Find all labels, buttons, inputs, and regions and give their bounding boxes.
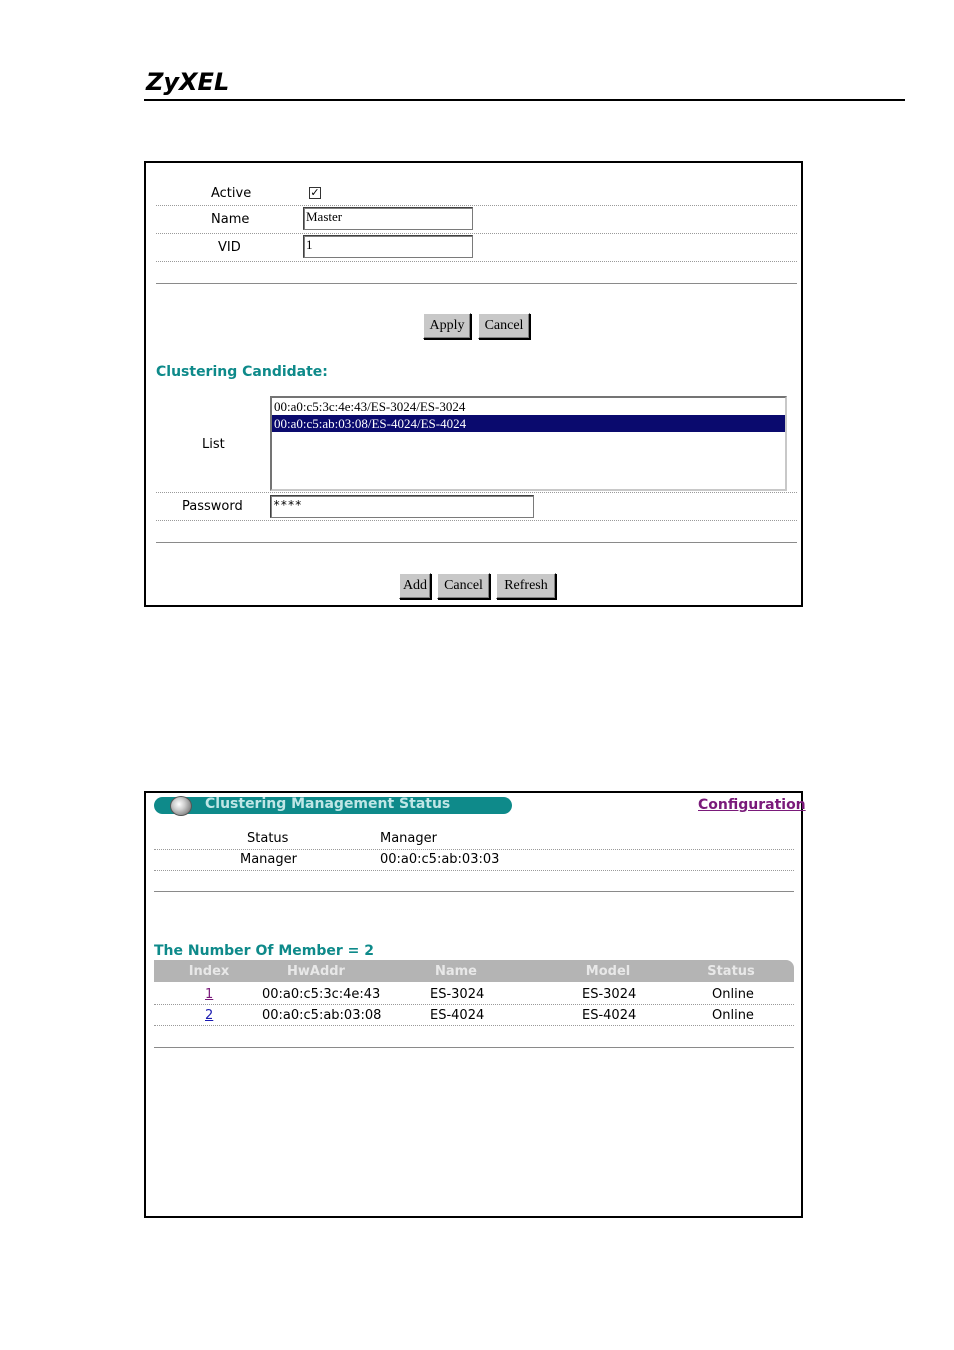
section-divider (156, 542, 797, 543)
cluster-config-panel (144, 161, 803, 607)
refresh-button[interactable]: Refresh (496, 573, 556, 599)
member-model: ES-4024 (582, 1008, 637, 1023)
cancel-button[interactable]: Cancel (478, 313, 530, 339)
status-label: Status (247, 831, 289, 846)
member-status: Online (712, 1008, 754, 1023)
member-status: Online (712, 987, 754, 1002)
list-label: List (202, 437, 225, 452)
member-hwaddr: 00:a0:c5:ab:03:08 (262, 1008, 382, 1023)
column-header-status: Status (707, 964, 755, 979)
row-divider (156, 520, 797, 521)
row-divider (156, 205, 797, 206)
header-divider (144, 99, 905, 101)
row-divider (154, 1004, 794, 1005)
member-name: ES-4024 (430, 1008, 485, 1023)
candidate-cancel-button[interactable]: Cancel (437, 573, 490, 599)
member-index-link[interactable]: 2 (205, 1008, 214, 1023)
column-header-hwaddr: HwAddr (287, 964, 345, 979)
globe-icon (170, 796, 192, 816)
password-field[interactable]: **** (270, 495, 534, 518)
section-divider (156, 283, 797, 284)
candidate-listbox[interactable] (270, 396, 787, 491)
status-title: Clustering Management Status (205, 796, 451, 812)
candidates-title: Clustering Candidate: (156, 364, 328, 380)
row-divider (154, 849, 794, 850)
row-divider (154, 1025, 794, 1026)
column-header-name: Name (434, 964, 477, 979)
row-divider (156, 233, 797, 234)
section-divider (154, 891, 794, 892)
configuration-link[interactable]: Configuration (698, 797, 806, 813)
manager-label: Manager (240, 852, 297, 867)
member-count-title: The Number Of Member = 2 (154, 943, 374, 959)
apply-button[interactable]: Apply (423, 313, 471, 339)
member-name: ES-3024 (430, 987, 485, 1002)
column-header-model: Model (585, 964, 631, 979)
active-checkbox[interactable]: ✓ (310, 186, 320, 199)
password-label: Password (182, 499, 243, 514)
candidate-option[interactable]: 00:a0:c5:3c:4e:43/ES-3024/ES-3024 (274, 399, 466, 414)
name-field[interactable]: Master (303, 207, 473, 230)
candidate-option-selected[interactable]: 00:a0:c5:ab:03:08/ES-4024/ES-4024 (272, 415, 785, 432)
member-index-link[interactable]: 1 (205, 987, 214, 1002)
row-divider (154, 870, 794, 871)
active-label: Active (211, 186, 252, 201)
status-value: Manager (380, 831, 437, 846)
member-model: ES-3024 (582, 987, 637, 1002)
section-divider (154, 1047, 794, 1048)
add-button[interactable]: Add (399, 573, 431, 599)
column-header-index: Index (188, 964, 230, 979)
zyxel-logo: ZyXEL (146, 68, 230, 96)
row-divider (156, 492, 797, 493)
name-label: Name (211, 212, 250, 227)
row-divider (156, 261, 797, 262)
vid-label: VID (218, 240, 241, 255)
member-hwaddr: 00:a0:c5:3c:4e:43 (262, 987, 381, 1002)
manager-value: 00:a0:c5:ab:03:03 (380, 852, 500, 867)
vid-field[interactable]: 1 (303, 235, 473, 258)
